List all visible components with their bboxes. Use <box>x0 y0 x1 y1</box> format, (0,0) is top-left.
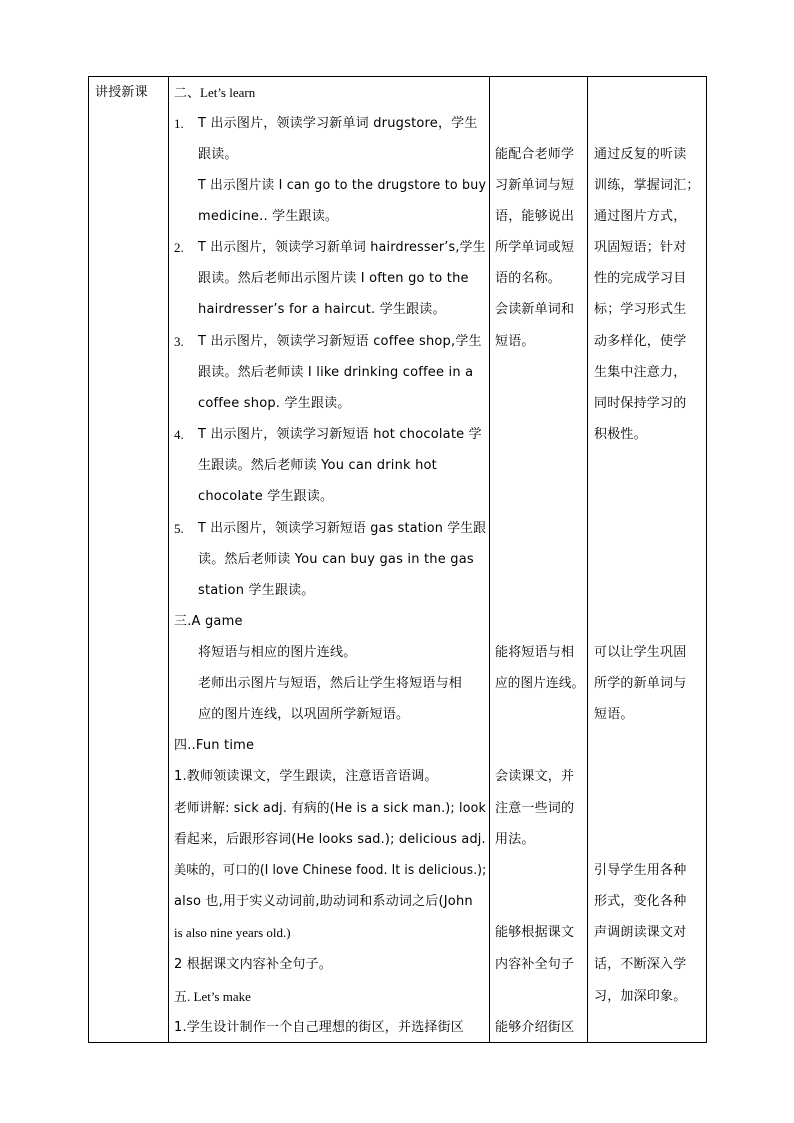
content-line: T 出示图片，领读学习新短语 coffee shop,学生 <box>198 334 482 349</box>
content-line: coffee shop. 学生跟读。 <box>198 396 351 411</box>
content-line: 跟读。 <box>198 147 238 162</box>
lesson-plan-table <box>88 76 707 1043</box>
intent-line: 性的完成学习目 <box>594 271 687 286</box>
content-line: station 学生跟读。 <box>198 583 315 598</box>
content-line: 1.学生设计制作一个自己理想的街区，并选择街区 <box>174 1020 465 1035</box>
student-line: 内容补全句子 <box>495 957 575 972</box>
student-line: 语的名称。 <box>495 271 562 286</box>
intent-line: 生集中注意力， <box>594 365 687 380</box>
student-line: 会读课文，并 <box>495 769 575 784</box>
intent-line: 同时保持学习的 <box>594 396 687 411</box>
heading-a-game: 三.A game <box>174 614 243 629</box>
content-line: 美味的，可口的(I love Chinese food. It is delicious.); <box>174 863 487 878</box>
intent-line: 积极性。 <box>594 427 647 442</box>
intent-line: 声调朗读课文对 <box>594 925 687 940</box>
item-number: 1. <box>174 116 184 131</box>
student-line: 用法。 <box>495 832 535 847</box>
content-line: 跟读。然后老师出示图片读 I often go to the <box>198 271 469 286</box>
content-line: T 出示图片，领读学习新短语 gas station 学生跟 <box>198 521 487 536</box>
student-line: 能将短语与相 <box>495 645 575 660</box>
content-line: 2 根据课文内容补全句子。 <box>174 957 333 972</box>
item-number: 3. <box>174 334 184 349</box>
content-line: also 也,用于实义动词前,助动词和系动词之后(John <box>174 894 473 909</box>
student-line: 短语。 <box>495 334 535 349</box>
intent-line: 习，加深印象。 <box>594 989 687 1004</box>
intent-line: 训练，掌握词汇； <box>594 178 700 193</box>
content-line: 老师讲解: sick adj. 有病的(He is a sick man.); look <box>174 801 487 816</box>
content-line: T 出示图片，领读学习新短语 hot chocolate 学 <box>198 427 482 442</box>
heading-lets-make: 五. Let’s make <box>174 989 251 1004</box>
section-label: 讲授新课 <box>95 85 148 100</box>
intent-line: 通过反复的听读 <box>594 147 687 162</box>
content-line: 将短语与相应的图片连线。 <box>198 645 357 660</box>
intent-line: 引导学生用各种 <box>594 863 687 878</box>
heading-fun-time: 四..Fun time <box>174 738 255 753</box>
content-line: 生跟读。然后老师读 You can drink hot <box>198 458 437 473</box>
intent-line: 话，不断深入学 <box>594 957 687 972</box>
content-line: T 出示图片，领读学习新单词 drugstore，学生 <box>198 116 478 131</box>
intent-line: 动多样化，使学 <box>594 334 687 349</box>
content-line: is also nine years old.) <box>174 925 291 940</box>
intent-line: 可以让学生巩固 <box>594 645 687 660</box>
intent-line: 短语。 <box>594 707 634 722</box>
item-number: 2. <box>174 240 184 255</box>
item-number: 5. <box>174 521 184 536</box>
student-line: 能够根据课文 <box>495 925 575 940</box>
student-line: 注意一些词的 <box>495 801 575 816</box>
student-line: 所学单词或短 <box>495 240 575 255</box>
content-line: T 出示图片读 I can go to the drugstore to buy <box>198 178 487 193</box>
content-line: 1.教师领读课文，学生跟读，注意语音语调。 <box>174 769 438 784</box>
content-line: T 出示图片，领读学习新单词 hairdresser’s,学生 <box>198 240 486 255</box>
intent-line: 形式，变化各种 <box>594 894 687 909</box>
heading-lets-learn: 二、Let’s learn <box>174 85 256 100</box>
intent-line: 巩固短语；针对 <box>594 240 687 255</box>
student-line: 会读新单词和 <box>495 302 575 317</box>
student-line: 习新单词与短 <box>495 178 575 193</box>
student-line: 语，能够说出 <box>495 209 575 224</box>
intent-line: 标；学习形式生 <box>594 302 687 317</box>
student-line: 能配合老师学 <box>495 147 575 162</box>
content-line: 应的图片连线，以巩固所学新短语。 <box>198 707 410 722</box>
content-line: chocolate 学生跟读。 <box>198 489 334 504</box>
content-line: 读。然后老师读 You can buy gas in the gas <box>198 552 474 567</box>
intent-line: 通过图片方式， <box>594 209 687 224</box>
content-line: 跟读。然后老师读 I like drinking coffee in a <box>198 365 474 380</box>
content-line: hairdresser’s for a haircut. 学生跟读。 <box>198 302 446 317</box>
student-line: 应的图片连线。 <box>495 676 585 691</box>
content-line: medicine.. 学生跟读。 <box>198 209 339 224</box>
intent-line: 所学的新单词与 <box>594 676 687 691</box>
content-line: 看起来，后跟形容词(He looks sad.); delicious adj. <box>174 832 486 847</box>
student-line: 能够介绍街区 <box>495 1020 575 1035</box>
content-line: 老师出示图片与短语，然后让学生将短语与相 <box>198 676 463 691</box>
item-number: 4. <box>174 427 184 442</box>
